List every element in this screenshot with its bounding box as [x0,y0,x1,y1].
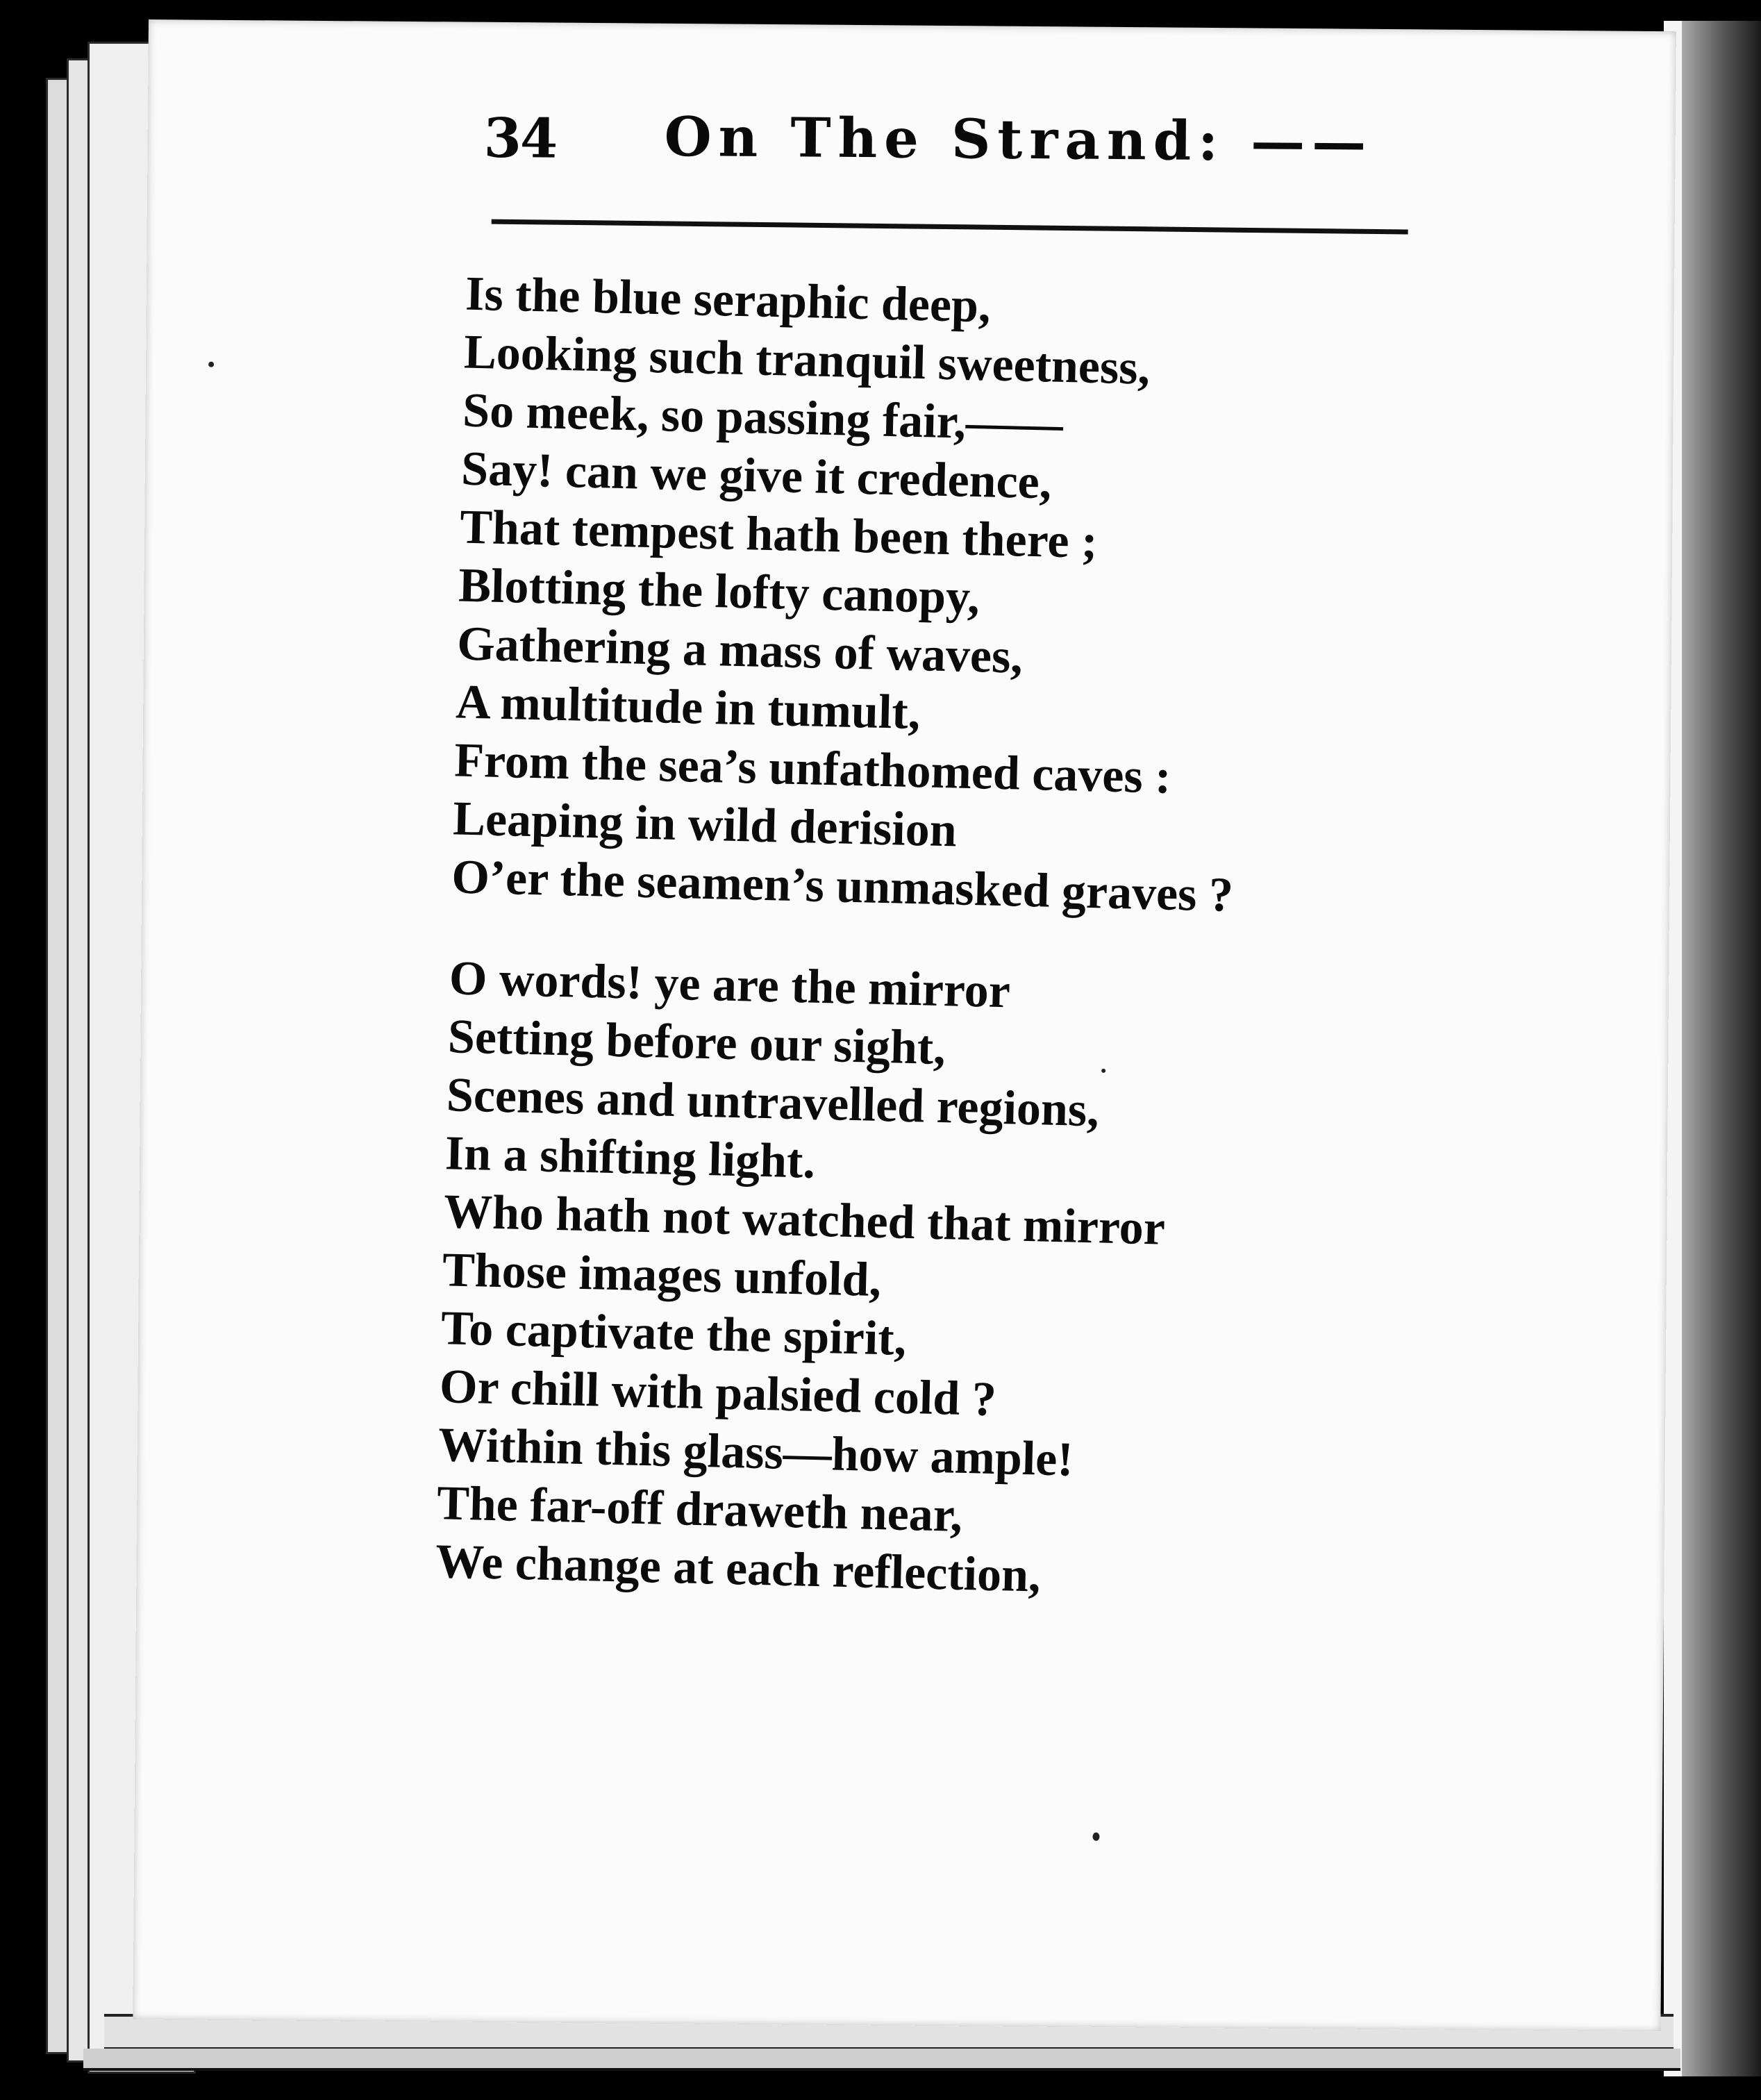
running-title: On The Strand: —— [664,105,1374,174]
header-rule [492,219,1408,235]
poem-line: Is the blue seraphic deep, [465,267,992,333]
poem-line: A multitude in tumult, [455,675,921,740]
paper-speck [1101,1069,1105,1073]
poem-line: Gathering a mass of waves, [456,617,1024,684]
poem-line: In a shifting light. [444,1126,816,1189]
poem-line: The far-off draweth near, [436,1476,963,1542]
poem-line: So meek, so passing fair,—— [462,383,1064,451]
poem-line: Those images unfold, [442,1243,882,1308]
poem-text [434,265,1438,1657]
poem-line: O’er the seamen’s unmasked graves ? [451,850,1234,922]
stanza-1 [451,265,1437,930]
poem-line: We change at each reflection, [435,1535,1042,1603]
bottom-page-edge [83,2049,1680,2071]
poem-line: Scenes and untravelled regions, [446,1068,1100,1138]
poem-line: From the sea’s unfathomed caves : [453,733,1172,804]
poem-line: Setting before our sight, [447,1010,946,1076]
poem-line: Within this glass—how ample! [437,1418,1074,1487]
poem-line: To captivate the spirit, [440,1301,908,1366]
stanza-2 [435,949,1421,1614]
poem-line: Blotting the lofty canopy, [458,558,980,625]
poem-line: O words! ye are the mirror [449,951,1011,1019]
page-number: 34 [483,106,557,171]
poem-line: Who hath not watched that mirror [443,1185,1166,1256]
paper-speck [208,362,214,367]
paper-speck [1092,1833,1099,1841]
page-header [483,104,1567,189]
poem-line: Looking such tranquil sweetness, [463,325,1151,395]
poem-line: That tempest hath been there ; [459,500,1099,569]
poem-line: Say! can we give it credence, [460,442,1053,510]
book-page [133,19,1676,2031]
poem-line: Or chill with palsied cold ? [439,1360,997,1427]
poem-line: Leaping in wild derision [452,792,958,858]
